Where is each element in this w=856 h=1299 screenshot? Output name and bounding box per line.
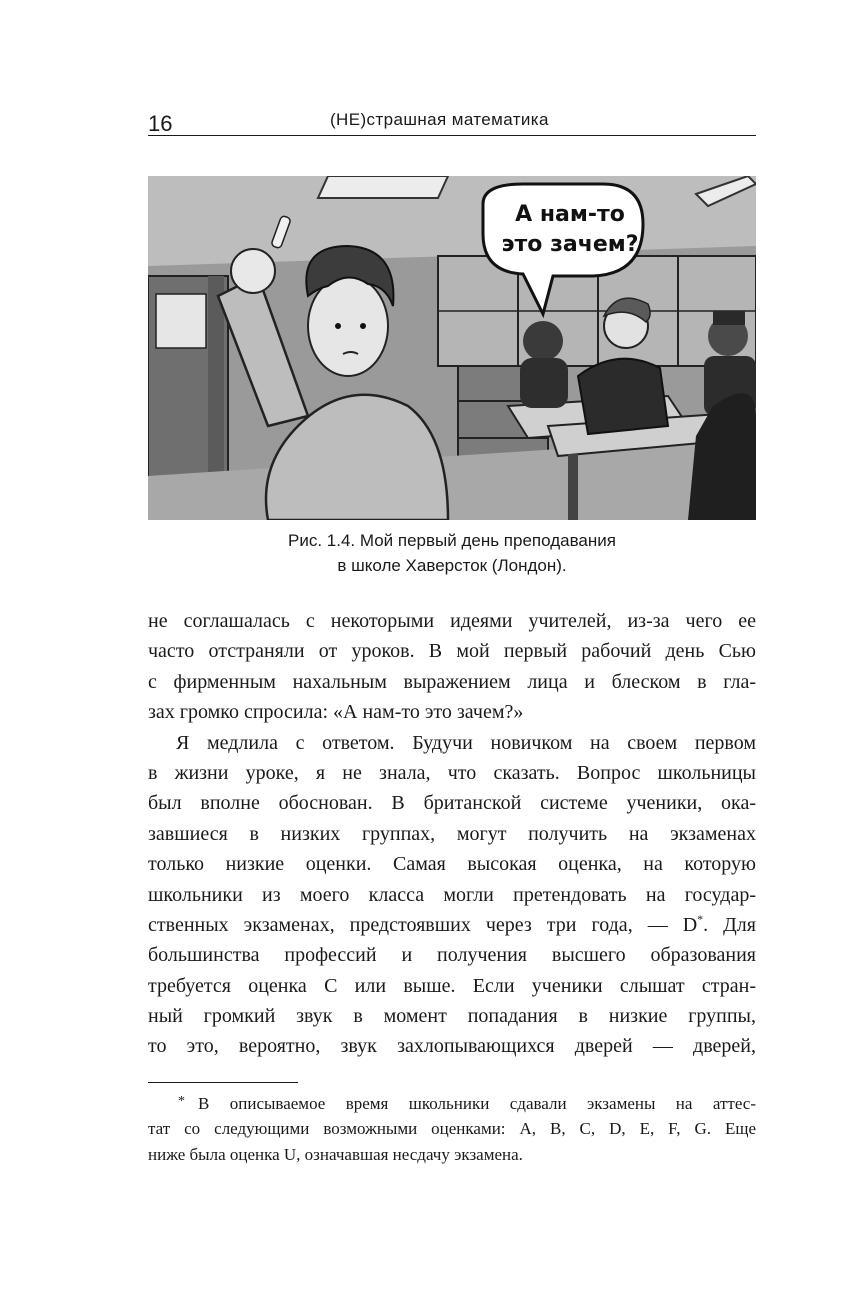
body-text xyxy=(148,606,756,1062)
text-line: Я медлила с ответом. Будучи новичком на своем первом xyxy=(176,731,756,754)
text-line: в жизни уроке, я не знала, что сказать. Вопрос школьницы xyxy=(148,761,756,784)
text-line: часто отстраняли от уроков. В мой первый рабочий день Сью xyxy=(148,640,756,663)
footnote-marker: * xyxy=(178,1094,185,1109)
figure-caption xyxy=(148,528,756,578)
text-line: ственных экзаменах, предстоявших через три года, — D xyxy=(148,913,698,936)
text-line: только низкие оценки. Самая высокая оценка, на которую xyxy=(148,853,756,876)
text-line: завшиеся в низких группах, могут получить на экзаменах xyxy=(148,822,756,845)
text-line: большинства профессий и получения высшего образования xyxy=(148,944,756,967)
text-line: школьники из моего класса могли претендовать на государ- xyxy=(148,883,756,906)
footnote xyxy=(148,1089,756,1169)
caption-line: Рис. 1.4. Мой первый день преподавания xyxy=(288,531,616,550)
caption-line: в школе Хаверсток (Лондон). xyxy=(337,556,567,575)
footnote-reference[interactable]: * xyxy=(697,911,704,926)
page-number: 16 xyxy=(148,111,173,136)
footnote-line: ниже была оценка U, означавшая несдачу экзамена. xyxy=(148,1145,523,1164)
text-line-with-footnote xyxy=(148,910,756,940)
speech-bubble xyxy=(470,200,670,260)
header-rule xyxy=(148,135,756,136)
footnote-rule xyxy=(148,1082,298,1083)
text-line: зах громко спросила: «А нам-то это зачем?» xyxy=(148,701,524,724)
running-title: (НЕ)страшная математика xyxy=(330,110,549,129)
text-line: то это, вероятно, звук захлопывающихся дверей — дверей, xyxy=(148,1035,756,1058)
footnote-line xyxy=(148,1089,756,1116)
footnote-line: тат со следующими возможными оценками: A, B, C, D, E, F, G. Еще xyxy=(148,1118,756,1138)
text-line: ный громкий звук в момент попадания в низкие группы, xyxy=(148,1005,756,1028)
speech-bubble-line: это зачем? xyxy=(501,232,639,257)
text-line-tail: . Для xyxy=(703,913,756,936)
text-line: с фирменным нахальным выражением лица и блеском в гла- xyxy=(148,670,756,693)
text-line: требуется оценка С или выше. Если ученики слышат стран- xyxy=(148,974,756,997)
text-line: не соглашалась с некоторыми идеями учителей, из-за чего ее xyxy=(148,610,756,632)
speech-bubble-line: А нам-то xyxy=(515,202,625,227)
classroom-illustration xyxy=(148,176,756,520)
footnote-text: В описываемое время школьники сдавали экзамены на аттес- xyxy=(198,1094,756,1113)
text-line: был вполне обоснован. В британской системе ученики, ока- xyxy=(148,792,756,815)
